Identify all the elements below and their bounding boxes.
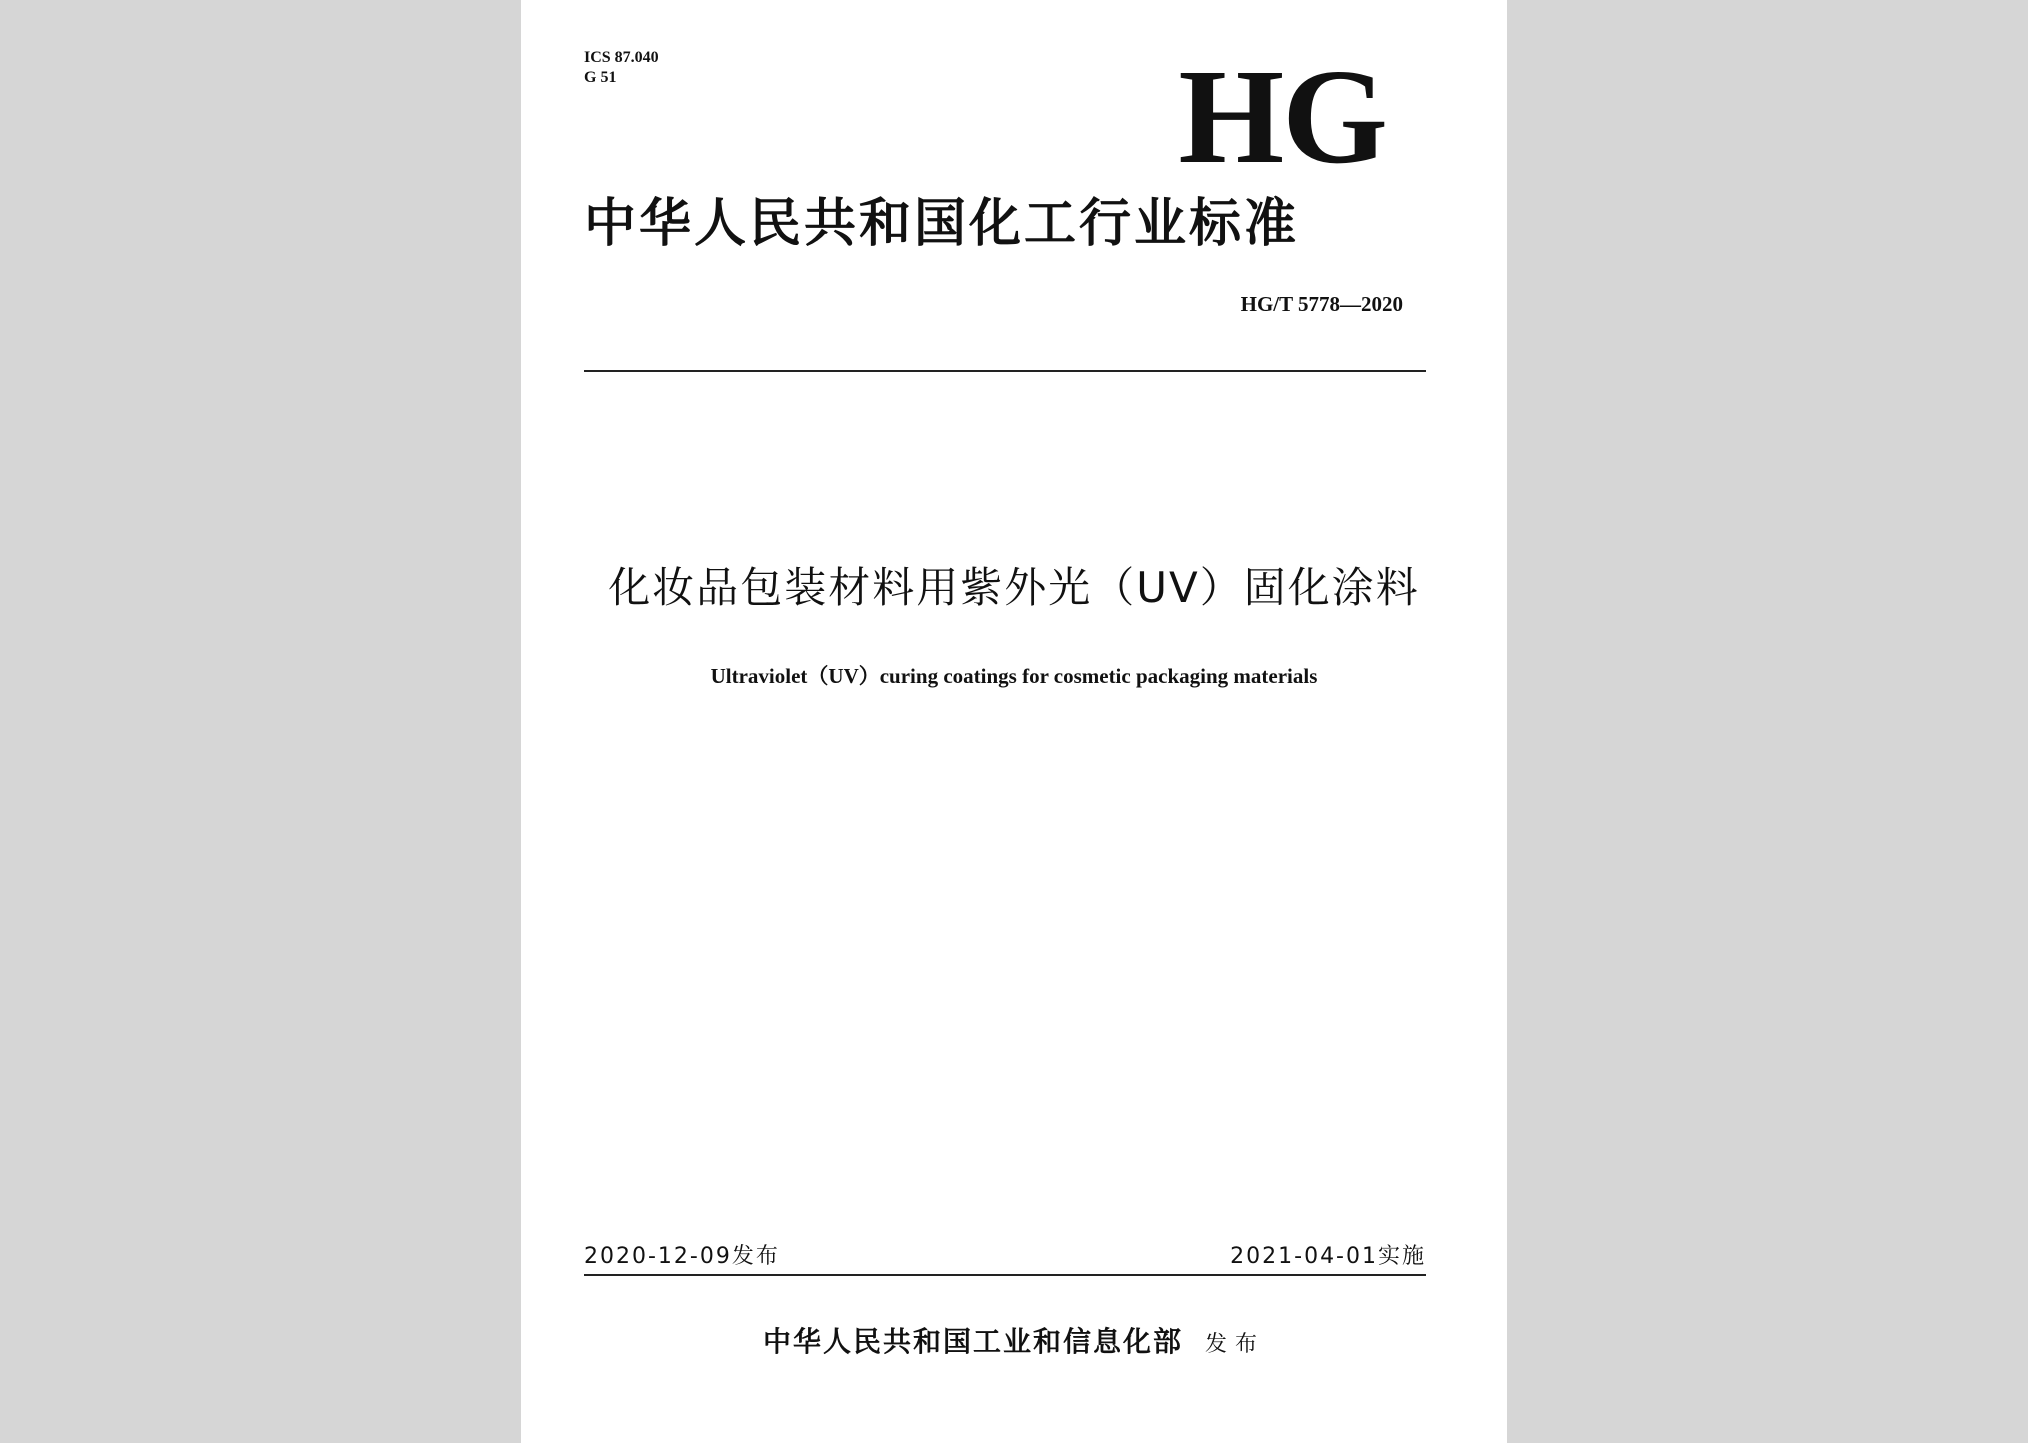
standard-number: HG/T 5778—2020 — [1240, 292, 1403, 316]
publisher-name: 中华人民共和国工业和信息化部 — [762, 1325, 1183, 1358]
ics-code: ICS 87.040 — [584, 49, 659, 66]
effective-date: 2021-04-01实施 — [1230, 1244, 1426, 1269]
ccs-code: G 51 — [584, 69, 617, 86]
document-title-en: Ultraviolet（UV）curing coatings for cosmetic packaging materials — [710, 664, 1318, 688]
hg-logo: HG — [1178, 42, 1386, 192]
publisher-line — [521, 1322, 1507, 1365]
document-page — [521, 0, 1507, 1443]
dates-row — [584, 1240, 1426, 1276]
classification-codes — [584, 48, 659, 88]
issue-date: 2020-12-09发布 — [584, 1244, 780, 1269]
header-divider — [584, 370, 1426, 372]
industry-standard-heading: 中华人民共和国化工行业标准 — [584, 193, 1300, 254]
document-title-cn: 化妆品包装材料用紫外光（UV）固化涂料 — [608, 563, 1420, 612]
publish-label: 发布 — [1205, 1332, 1266, 1357]
